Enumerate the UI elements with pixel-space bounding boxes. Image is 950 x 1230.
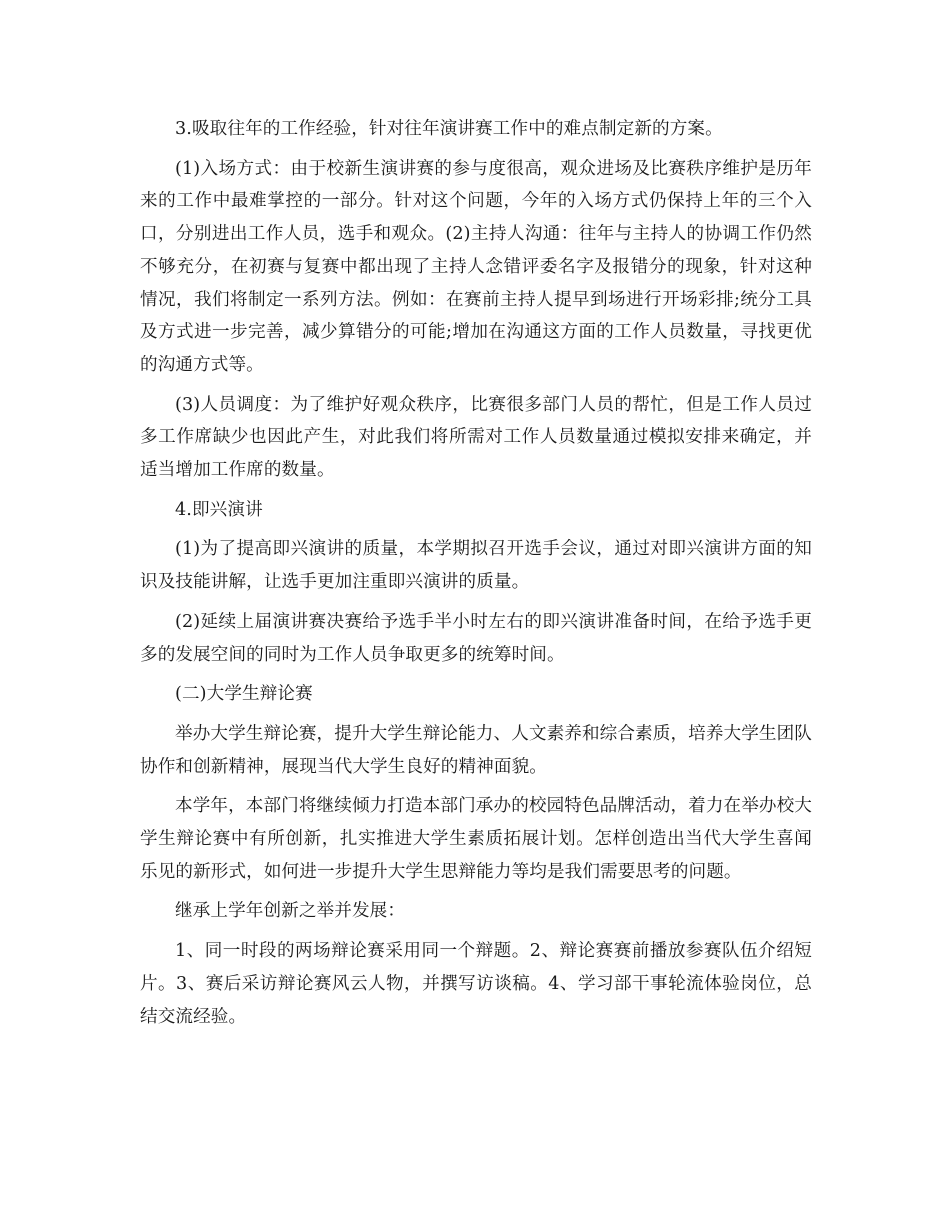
heading-debate-contest: (二)大学生辩论赛 bbox=[175, 684, 313, 705]
paragraph-lesson-learned: 3.吸取往年的工作经验，针对往年演讲赛工作中的难点制定新的方案。 bbox=[175, 119, 723, 139]
paragraph-debate-plan: 本学年，本部门将继续倾力打造本部门承办的校园特色品牌活动，着力在举办校大学生辩论赛中有所创新，扎实推进大学生素质拓展计划。怎样创造出当代大学生喜闻乐见的新形式，如何进一步提升大学生思辩能力等均是我们需要思考的问题。 bbox=[140, 796, 812, 882]
heading-impromptu-speech: 4.即兴演讲 bbox=[175, 499, 263, 520]
paragraph-inherit-innovation: 继承上学年创新之举并发展： bbox=[175, 901, 406, 922]
paragraph-staff-dispatch: (3)人员调度：为了维护好观众秩序，比赛很多部门人员的帮忙，但是工作人员过多工作席缺少也因此产生，对此我们将所需对工作人员数量通过模拟安排来确定，并适当增加工作席的数量。 bbox=[140, 394, 812, 481]
paragraph-entry-method: (1)入场方式：由于校新生演讲赛的参与度很高，观众进场及比赛秩序维护是历年来的工作中最难掌控的一部分。针对这个问题，今年的入场方式仍保持上年的三个入口，分别进出工作人员，选手和观众。(2)主持人沟通：往年与主持人的协调工作仍然不够充分，在初赛与复赛中都出现了主持人念错评委名字及报错分的现象，针对这种情况，我们将制定一系列方法。例如：在赛前主持人提早到场进行开场彩排;统分工具及方式进一步完善，减少算错分的可能;增加在沟通这方面的工作人员数量，寻找更优的沟通方式等。 bbox=[140, 158, 812, 375]
paragraph-innovation-list: 1、同一时段的两场辩论赛采用同一个辩题。2、辩论赛赛前播放参赛队伍介绍短片。3、赛后采访辩论赛风云人物，并撰写访谈稿。4、学习部干事轮流体验岗位，总结交流经验。 bbox=[140, 941, 812, 1027]
paragraph-debate-purpose: 举办大学生辩论赛，提升大学生辩论能力、人文素养和综合素质，培养大学生团队协作和创新精神，展现当代大学生良好的精神面貌。 bbox=[140, 723, 812, 777]
paragraph-impromptu-quality: (1)为了提高即兴演讲的质量，本学期拟召开选手会议，通过对即兴演讲方面的知识及技能讲解，让选手更加注重即兴演讲的质量。 bbox=[140, 539, 812, 593]
paragraph-impromptu-prep-time: (2)延续上届演讲赛决赛给予选手半小时左右的即兴演讲准备时间，在给予选手更多的发展空间的同时为工作人员争取更多的统筹时间。 bbox=[140, 611, 812, 665]
document-body bbox=[140, 113, 812, 1040]
